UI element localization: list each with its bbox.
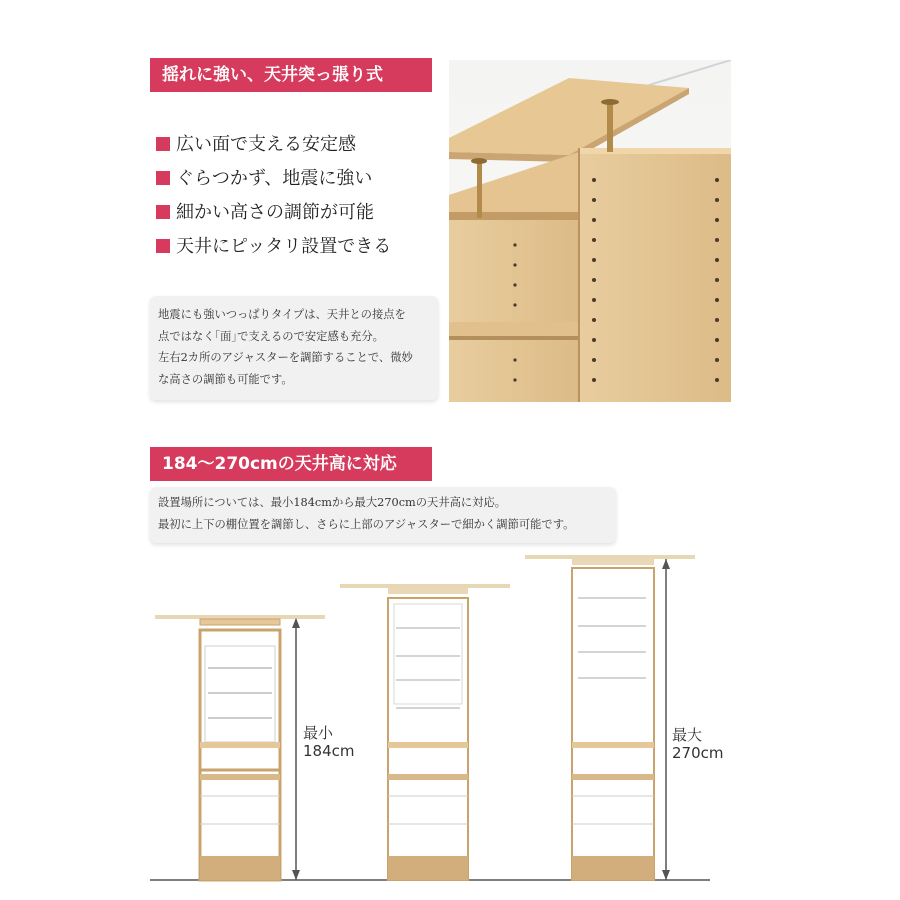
min-height-label: 最小 184cm (303, 724, 355, 760)
description-line: 左右2カ所のアジャスターを調節することで、微妙 (158, 351, 413, 364)
description-line: 地震にも強いつっぱりタイプは、天井との接点を (158, 308, 406, 321)
max-height-label: 最大 270cm (672, 726, 724, 762)
feature-list (156, 128, 446, 264)
feature-item (156, 230, 446, 264)
feature-item (156, 128, 446, 162)
description-line: 最初に上下の棚位置を調節し、さらに上部のアジャスターで細かく調節可能です。 (158, 518, 575, 531)
section-title-text: 184〜270cmの天井高に対応 (162, 454, 397, 474)
description-line: 点ではなく｢面｣で支えるので安定感も充分。 (158, 329, 384, 343)
feature-text: ぐらつかず、地震に強い (176, 168, 373, 189)
bullet-square-icon (156, 205, 170, 219)
cabinet-min (155, 615, 325, 880)
section-title-banner (150, 447, 432, 481)
feature-text: 細かい高さの調節が可能 (176, 202, 374, 223)
description-box (150, 296, 438, 400)
height-diagram (150, 548, 750, 900)
feature-item (156, 196, 446, 230)
bullet-square-icon (156, 137, 170, 151)
bullet-square-icon (156, 239, 170, 253)
description-box (150, 487, 616, 543)
cabinet-mid (340, 584, 510, 880)
cabinet-max (525, 555, 695, 880)
description-line: 設置場所については、最小184cmから最大270cmの天井高に対応。 (158, 496, 507, 509)
product-photo (449, 60, 731, 402)
feature-text: 広い面で支える安定感 (176, 134, 356, 155)
bullet-square-icon (156, 171, 170, 185)
description-line: な高さの調節も可能です。 (158, 372, 293, 386)
section-title-banner (150, 58, 432, 92)
section-title-text: 揺れに強い、天井突っ張り式 (162, 65, 383, 85)
feature-text: 天井にピッタリ設置できる (176, 236, 392, 257)
feature-item (156, 162, 446, 196)
